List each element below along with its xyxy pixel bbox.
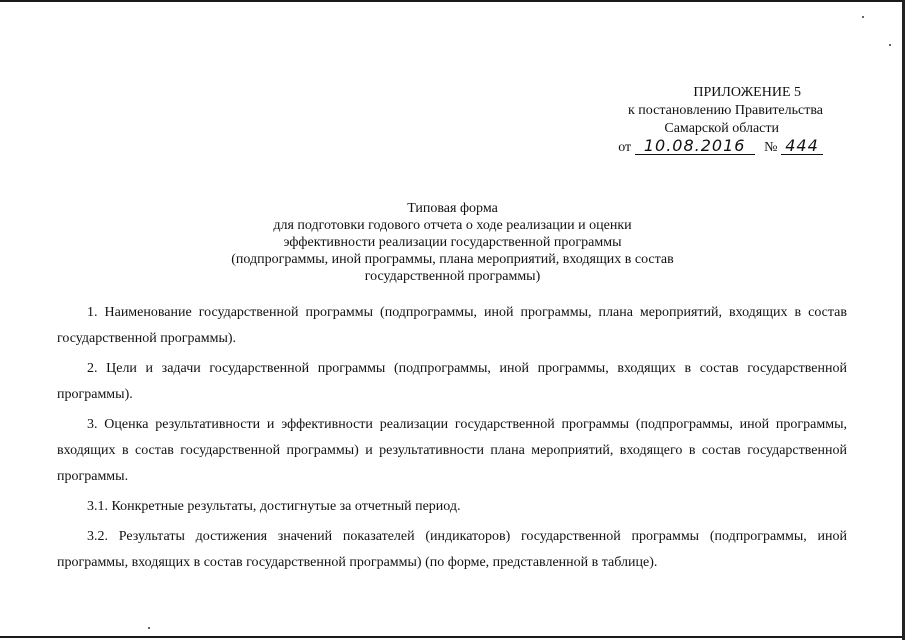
appendix-date-line: [618, 138, 823, 157]
handwritten-date: 10.08.2016: [635, 138, 755, 155]
scan-speck: [889, 44, 891, 46]
paragraph-indicators: 3.2. Результаты достижения значений показателей (индикаторов) государственной программы (подпрограммы, иной программы, входящих в состав государственной программы) (по форме, представленной в таблице).: [57, 529, 847, 570]
scan-border-top: [0, 0, 905, 2]
number-prefix: №: [764, 140, 778, 155]
appendix-title: ПРИЛОЖЕНИЕ 5: [693, 85, 801, 100]
handwritten-number: 444: [781, 138, 823, 155]
appendix-line-resolution: к постановлению Правительства: [627, 103, 823, 118]
heading-line: Типовая форма: [407, 201, 498, 216]
date-prefix: от: [618, 140, 632, 155]
document-body: [57, 300, 847, 580]
paragraph-assessment: 3. Оценка результативности и эффективности реализации государственной программы (подпрограммы, иной программы, входящих в состав государственной программы) и результативности плана мероприятий, входящего в состав государственной программы.: [57, 417, 847, 484]
heading-line: (подпрограммы, иной программы, плана мероприятий, входящих в состав: [231, 252, 674, 267]
paragraph-results: 3.1. Конкретные результаты, достигнутые за отчетный период.: [87, 499, 461, 514]
scan-border-bottom: [0, 636, 905, 638]
heading-line: эффективности реализации государственной программы: [283, 235, 622, 250]
appendix-block: [618, 84, 823, 157]
form-heading: [0, 200, 905, 285]
paragraph-program-name: 1. Наименование государственной программы (подпрограммы, иной программы, плана мероприятий, входящих в состав государственной программы).: [57, 305, 847, 346]
appendix-line-region: Самарской области: [664, 121, 779, 136]
scan-speck: [148, 627, 150, 629]
paragraph-goals: 2. Цели и задачи государственной программы (подпрограммы, иной программы, входящих в состав государственной программы).: [57, 361, 847, 402]
heading-line: для подготовки годового отчета о ходе реализации и оценки: [273, 218, 632, 233]
scan-speck: [862, 16, 864, 18]
heading-line: государственной программы): [364, 269, 541, 284]
